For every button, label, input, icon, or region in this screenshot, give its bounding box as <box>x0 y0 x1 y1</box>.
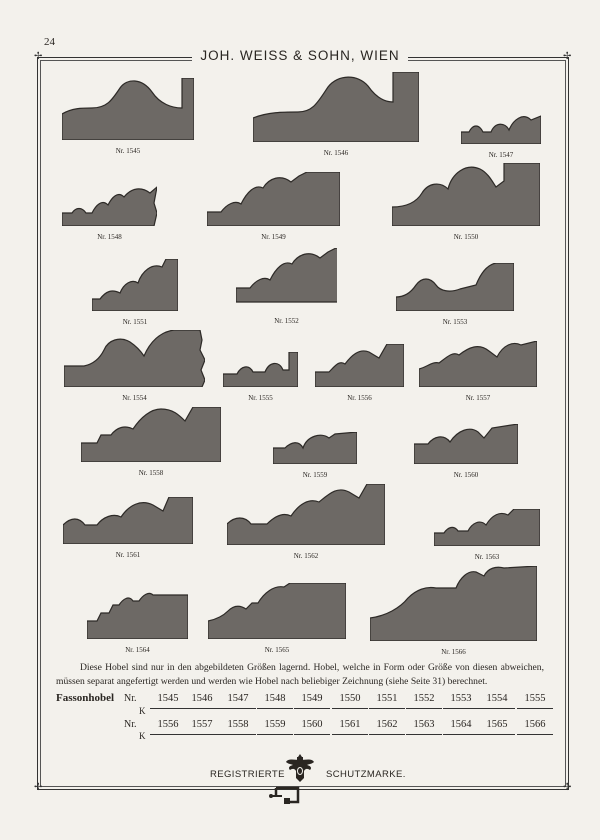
catalog-number: 1551 <box>376 693 398 704</box>
profile-label: Nr. 1565 <box>264 646 290 654</box>
moulding-profile <box>419 341 537 387</box>
moulding-profile <box>315 344 404 387</box>
catalog-number: 1559 <box>264 719 286 730</box>
price-blank-line <box>443 734 479 735</box>
moulding-profile <box>434 509 540 546</box>
catalog-number: 1548 <box>264 693 286 704</box>
price-blank-line <box>369 708 405 709</box>
profile-label: Nr. 1554 <box>122 394 147 402</box>
profile-label: Nr. 1564 <box>125 646 150 654</box>
price-blank-line <box>332 734 368 735</box>
moulding-profile <box>227 484 385 545</box>
price-blank-line <box>150 734 186 735</box>
catalog-number: 1558 <box>227 719 249 730</box>
price-blank-line <box>220 708 256 709</box>
profile-label: Nr. 1558 <box>138 469 164 477</box>
price-blank-line <box>257 708 293 709</box>
corner-ornament: ✢ <box>563 782 572 793</box>
profile-label: Nr. 1560 <box>453 471 479 479</box>
profile-label: Nr. 1555 <box>248 394 273 402</box>
corner-ornament: ✢ <box>34 51 43 62</box>
profile-label: Nr. 1549 <box>261 233 286 241</box>
price-blank-line <box>294 708 330 709</box>
corner-ornament: ✢ <box>34 782 43 793</box>
corner-ornament: ✢ <box>563 51 572 62</box>
clamp-trademark-icon <box>268 784 308 811</box>
footer-registered: REGISTRIERTE <box>210 769 285 780</box>
catalog-number: 1564 <box>450 719 472 730</box>
page-header <box>0 47 600 65</box>
price-blank-line <box>220 734 256 735</box>
catalog-number: 1547 <box>227 693 249 704</box>
company-title: JOH. WEISS & SOHN, WIEN <box>192 48 407 63</box>
price-blank-line <box>479 734 515 735</box>
catalog-number: 1556 <box>157 719 179 730</box>
catalog-number: 1549 <box>301 693 323 704</box>
catalog-number: 1561 <box>339 719 361 730</box>
price-blank-line <box>369 734 405 735</box>
price-blank-line <box>479 708 515 709</box>
moulding-profile <box>87 591 188 639</box>
moulding-profile <box>64 330 205 387</box>
catalog-number: 1553 <box>450 693 472 704</box>
moulding-profile <box>62 78 194 140</box>
price-blank-line <box>184 734 220 735</box>
moulding-profile <box>223 352 298 387</box>
catalog-number: 1560 <box>301 719 323 730</box>
price-blank-line <box>257 734 293 735</box>
catalog-number: 1562 <box>376 719 398 730</box>
profile-label: Nr. 1546 <box>323 149 349 157</box>
catalog-number: 1557 <box>191 719 213 730</box>
catalog-number: 1550 <box>339 693 361 704</box>
catalog-number: 1545 <box>157 693 179 704</box>
k-label: K <box>139 731 146 741</box>
page-number: 24 <box>44 36 55 48</box>
price-blank-line <box>294 734 330 735</box>
price-blank-line <box>517 734 553 735</box>
profile-label: Nr. 1557 <box>465 394 491 402</box>
catalog-number: 1546 <box>191 693 213 704</box>
catalog-number: 1563 <box>413 719 435 730</box>
profile-label: Nr. 1563 <box>474 553 500 561</box>
moulding-profile <box>370 566 537 641</box>
profile-label: Nr. 1552 <box>274 317 299 325</box>
price-table-title: Fassonhobel <box>56 692 115 704</box>
moulding-profile <box>253 72 419 142</box>
profile-label: Nr. 1548 <box>97 233 122 241</box>
price-blank-line <box>150 708 186 709</box>
catalog-number: 1565 <box>486 719 508 730</box>
moulding-profile <box>62 183 157 226</box>
price-blank-line <box>443 708 479 709</box>
moulding-profile <box>81 407 221 462</box>
moulding-profile <box>63 497 193 544</box>
price-blank-line <box>332 708 368 709</box>
catalog-number: 1566 <box>524 719 546 730</box>
catalog-number: 1554 <box>486 693 508 704</box>
moulding-profile <box>396 263 514 311</box>
profile-label: Nr. 1551 <box>122 318 148 326</box>
profile-label: Nr. 1553 <box>442 318 468 326</box>
moulding-profile <box>208 583 346 639</box>
profile-label: Nr. 1545 <box>115 147 141 155</box>
profile-label: Nr. 1550 <box>453 233 479 241</box>
footer-trademark: SCHUTZMARKE. <box>326 769 406 780</box>
catalog-number: 1552 <box>413 693 435 704</box>
profile-label: Nr. 1566 <box>441 648 466 656</box>
nr-label: Nr. <box>124 693 137 704</box>
profile-label: Nr. 1556 <box>347 394 372 402</box>
moulding-profile <box>414 424 518 464</box>
profile-label: Nr. 1562 <box>293 552 319 560</box>
moulding-profile <box>207 172 340 226</box>
profile-label: Nr. 1561 <box>115 551 141 559</box>
nr-label: Nr. <box>124 719 137 730</box>
price-blank-line <box>517 708 553 709</box>
moulding-profile <box>236 248 337 310</box>
price-blank-line <box>406 708 442 709</box>
price-blank-line <box>184 708 220 709</box>
moulding-profile <box>92 259 178 311</box>
k-label: K <box>139 706 146 716</box>
moulding-profile <box>392 163 540 226</box>
moulding-profile <box>461 112 541 144</box>
profile-label: Nr. 1559 <box>302 471 328 479</box>
price-blank-line <box>406 734 442 735</box>
catalog-number: 1555 <box>524 693 546 704</box>
moulding-profile <box>273 432 357 464</box>
description-text: Diese Hobel sind nur in den abgebildeten Größen lagernd. Hobel, welche in Form oder Größe von diesen abweichen, müssen separat angefertigt werden und werden wie Hobel nach beliebiger Zeichnung (siehe Seite 31) berechnet. <box>56 662 544 687</box>
profile-label: Nr. 1547 <box>488 151 514 159</box>
